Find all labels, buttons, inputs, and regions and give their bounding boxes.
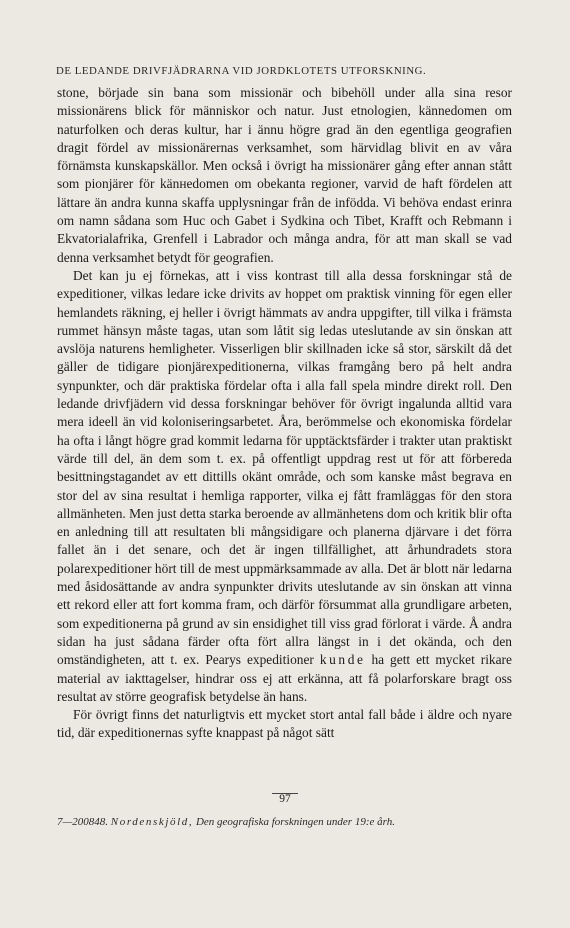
- paragraph-2-text-a: Det kan ju ej förnekas, att i viss kontrast till alla dessa forskningar stå de expeditioner, vilkas ledare icke drivits av hoppet om praktisk vinning för egen eller hemlandets räkning, ej heller i övrigt hämmats av andra uppgifter, till vilka i främsta rummet hänsyn måste tagas, utan som låtit sig ledas uteslutande av sin önskan att avslöja naturens hemligheter. Visserligen blir skillnaden icke så stor, särskilt då det gäller de tidigare pionjärexpeditionerna, vilkas framgång bero på helt andra synpunkter, och där praktiska fördelar ofta i alla fall spela mindre direkt roll. Den ledande drivfjädern vid dessa forskningar behöver för övrigt ingalunda alltid vara mera ideell än vid koloniseringsarbetet. Åra, berömmelse och ekonomiska fördelar ha ofta i långt högre grad kommit ledarna för upptäcktsfärder i trakter utan praktiskt värde till del, än dem som t. ex. på offentligt uppdrag rest ut för att förbereda besittningstagandet av ett dittills okänt område, och som kanske måst begrava en stor del av sina resultat i hemliga rapporter, vilka ej fått framläggas för den stora allmänheten. Men just detta starka beroende av allmänhetens dom och kritik blir ofta en anledning till att resultaten bli mångsidigare och planerna djärvare i det förra fallet än i det senare, och det är ingen tillfällighet, att århundradets stora polarexpeditioner hört till de mest uppmärksammade av alla. Det är blott när ledarna med åsidosättande av andra synpunkter drivits uteslutande av sin önskan att vinna ett rekord eller att fort komma fram, och därför försummat alla grundligare arbeten, som expeditionerna på grund av sin ensidighet till viss grad förlorat i värde. Å andra sidan ha just sådana färder ofta fört allra längst in i det okända, och den omständigheten, att t. ex. Pearys expeditioner: [57, 267, 512, 668]
- signature-author: Nordenskjöld,: [110, 816, 194, 828]
- sheet-number: 7—200848.: [57, 816, 109, 828]
- page-number: 97: [279, 793, 291, 805]
- paragraph-2: [57, 267, 512, 706]
- paragraph-2-text-b: ha gett ett mycket rikare material av iakttagelser, hindrar oss ej att erkänna, att få polarforskare bragt oss resultat av större geografisk betydelse än hans.: [57, 652, 512, 704]
- paragraph-3: För övrigt finns det naturligtvis ett mycket stort antal fall både i äldre och nyare tid, där expeditionernas syfte knappast på något sätt: [57, 707, 512, 741]
- signature-line: [57, 816, 512, 828]
- signature-title: Den geografiska forskningen under 19:e årh.: [195, 816, 395, 828]
- running-header: DE LEDANDE DRIVFJÄDRARNA VID JORDKLOTETS UTFORSKNING.: [56, 65, 427, 77]
- body-text: [57, 84, 512, 743]
- emphasized-word: kunde: [319, 652, 366, 668]
- paragraph-1: stone, började sin bana som missionär och bibehöll under alla sina resor missionärens blick för människor och natur. Just etnologien, kännedomen om naturfolken och deras kultur, har i ännu högre grad än den egentliga geografien dragit fördel av missionärernas verksamhet, som härvidlag blivit en av våra förnämsta kunskapskällor. Men också i övrigt ha missionärer gång efter annan stått som pionjärer för känнedomen om obekanta regioner, varvid de haft fördelen att lättare än andra kunna skaffa upplysningar från de infödda. Vi behöva endast erinra om namn sådana som Huc och Gabet i Sydkina och Tibet, Krafft och Rebmann i Ekvatorialafrika, Grenfell i Labrador och många andra, för att man skall se vad denna verksamhet betydt för geografien.: [57, 85, 512, 265]
